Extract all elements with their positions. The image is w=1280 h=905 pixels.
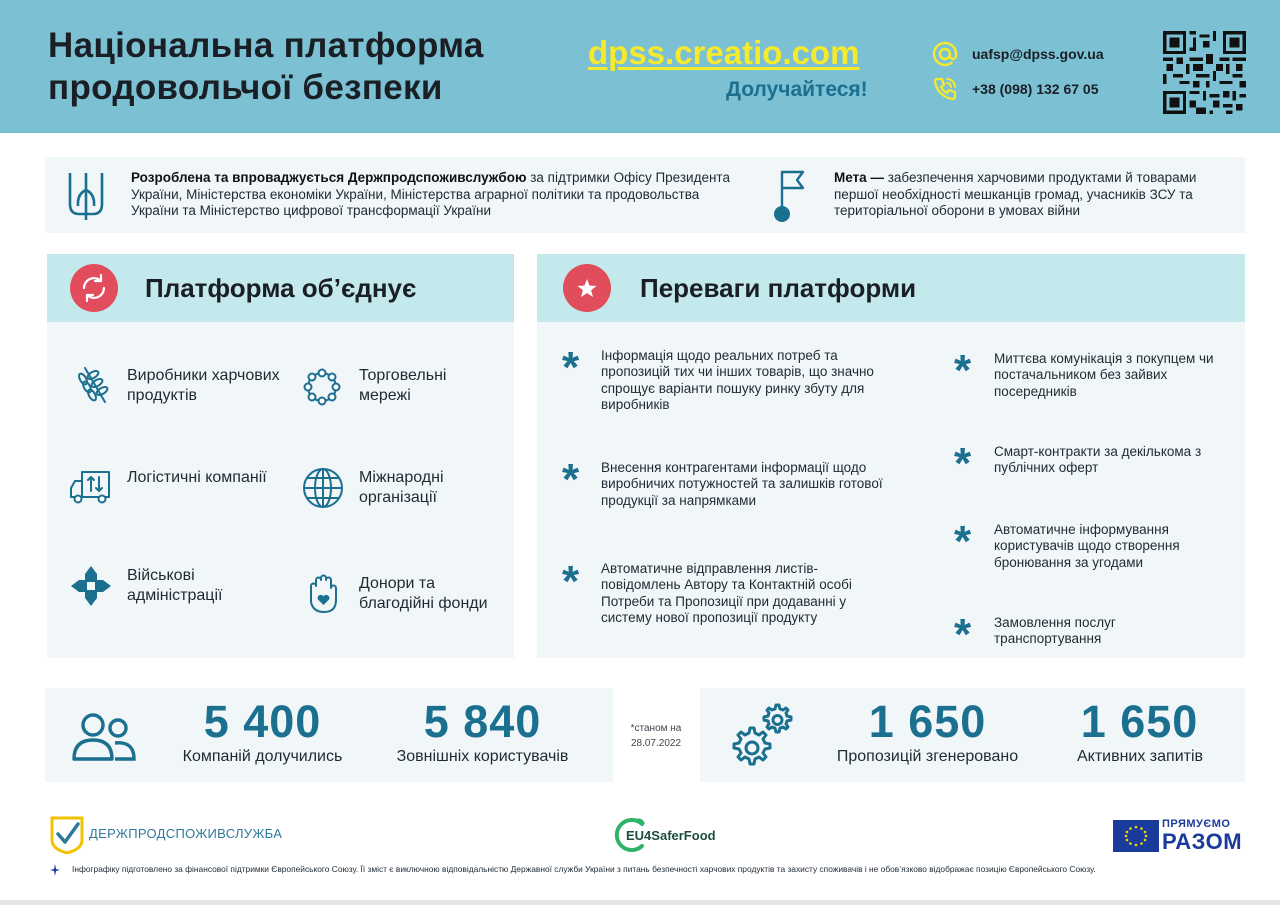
users-icon (71, 710, 137, 762)
title-line-2: продовольчої безпеки (48, 68, 443, 107)
unites-item-donors: Донори та благодійні фонди (359, 575, 488, 612)
unites-item-intl: Міжнародні організації (359, 469, 444, 506)
as-of-date: 28.07.2022 (630, 738, 682, 749)
as-of-line-1: *станом на (630, 723, 682, 734)
companies-label: Компаній долучились (182, 748, 343, 765)
unites-item-retail: Торговельні мережі (359, 367, 447, 404)
intro-goal-rest: забезпечення харчовими продуктами й товарами першої необхідності мешканців громад, учасників ЗСУ та територіальної оборони в умовах війни (834, 170, 1197, 218)
asterisk-icon: * (954, 517, 972, 566)
at-icon (932, 41, 958, 67)
disclaimer-text: Інфографіку підготовлено за фінансової підтримки Європейського Союзу. Її зміст є виключною відповідальністю Державної служби України з питань безпечності харчових продуктів та захисту споживачів і не обов’язково відображає позицію Європейського Союзу. (72, 864, 1096, 874)
intro-goal (834, 170, 1234, 220)
advantages-panel (537, 254, 1245, 658)
unites-panel-header (47, 254, 514, 322)
email-link[interactable]: uafsp@dpss.gov.ua (972, 46, 1104, 62)
intro-goal-bold: Мета — (834, 170, 884, 185)
phone-icon (932, 76, 958, 102)
stats-right (700, 688, 1245, 782)
unites-item-military: Військові адміністрації (127, 567, 223, 604)
advantage-item: Замовлення послуг транспортування (994, 615, 1116, 647)
as-of-note (620, 721, 692, 751)
dpss-logo-text: ДЕРЖПРОДСПОЖИВСЛУЖБА (89, 826, 283, 841)
advantage-item: Автоматичне відправлення листів-повідомлень Автору та Контактній особі Потреби та Пропозиції при додаванні у систему нової пропозиції продукту (601, 561, 852, 625)
unites-title: Платформа об’єднує (145, 273, 417, 303)
advantages-title: Переваги платформи (640, 273, 917, 303)
star-icon (563, 264, 611, 312)
intro-partners-bold: Розроблена та впроваджується Держпродспоживслужбою (131, 170, 527, 185)
requests-label: Активних запитів (1076, 748, 1204, 765)
unites-panel (47, 254, 514, 658)
offers-label: Пропозицій згенеровано (836, 748, 1019, 765)
header-band (0, 0, 1280, 133)
asterisk-icon: * (954, 610, 972, 659)
network-icon (300, 365, 344, 409)
together-line-1: ПРЯМУЄМО (1162, 818, 1231, 830)
unites-item-logistics: Логістичні компанії (127, 469, 267, 486)
stats-left (45, 688, 613, 782)
wheat-icon (71, 362, 115, 406)
eu4-logo-text: EU4SaferFood (626, 828, 716, 843)
bottom-divider (0, 900, 1280, 905)
site-link[interactable]: dpss.creatio.com (588, 34, 860, 71)
intro-partners-rest: за підтримки Офісу Президента України, Міністерства економіки України, Міністерства аграрної політики та продовольства України та Міністерство цифрової трансформації України (131, 170, 730, 218)
asterisk-icon: * (562, 557, 580, 606)
phone-link[interactable]: +38 (098) 132 67 05 (972, 81, 1099, 97)
users-label: Зовнішніх користувачів (396, 748, 569, 765)
advantages-panel-header (537, 254, 1245, 322)
advantage-item: Автоматичне інформування користувачів щодо створення бронювання за угодами (994, 522, 1180, 570)
sparkle-icon (50, 864, 60, 876)
asterisk-icon: * (954, 346, 972, 395)
advantage-item: Миттєва комунікація з покупцем чи постачальником без зайвих посередників (994, 351, 1214, 399)
requests-count: 1 650 (1080, 696, 1199, 747)
title-line-1: Національна платформа (48, 26, 484, 65)
trident-icon (67, 170, 105, 222)
advantage-item: Інформація щодо реальних потреб та пропозицій тих чи інших товарів, що значно спрощує варіанти пошуку ринку збуту для виробників (601, 348, 874, 412)
hand-heart-icon (301, 572, 345, 616)
truck-icon (69, 464, 113, 508)
sync-icon (70, 264, 118, 312)
qr-code-icon[interactable] (1162, 31, 1247, 114)
users-count: 5 840 (423, 696, 542, 747)
cross-icon (69, 564, 113, 608)
flag-icon (773, 169, 805, 223)
asterisk-icon: * (562, 455, 580, 504)
gears-icon (730, 700, 800, 770)
intro-strip (45, 157, 1245, 233)
globe-icon (301, 466, 345, 510)
advantage-item: Смарт-контракти за декількома з публічних оферт (994, 444, 1202, 476)
eu-flag-icon (1113, 820, 1159, 852)
page-title (48, 25, 484, 109)
unites-item-producers: Виробники харчових продуктів (127, 367, 280, 404)
intro-partners (131, 170, 731, 220)
companies-count: 5 400 (203, 696, 322, 747)
offers-count: 1 650 (868, 696, 987, 747)
join-callout: Долучайтеся! (726, 78, 868, 101)
dpss-logo-icon (50, 816, 84, 854)
advantage-item: Внесення контрагентами інформації щодо виробничих потужностей та залишків готової продукції за напрямками (601, 460, 883, 508)
together-line-2: РАЗОМ (1162, 829, 1243, 854)
asterisk-icon: * (954, 439, 972, 488)
asterisk-icon: * (562, 343, 580, 392)
